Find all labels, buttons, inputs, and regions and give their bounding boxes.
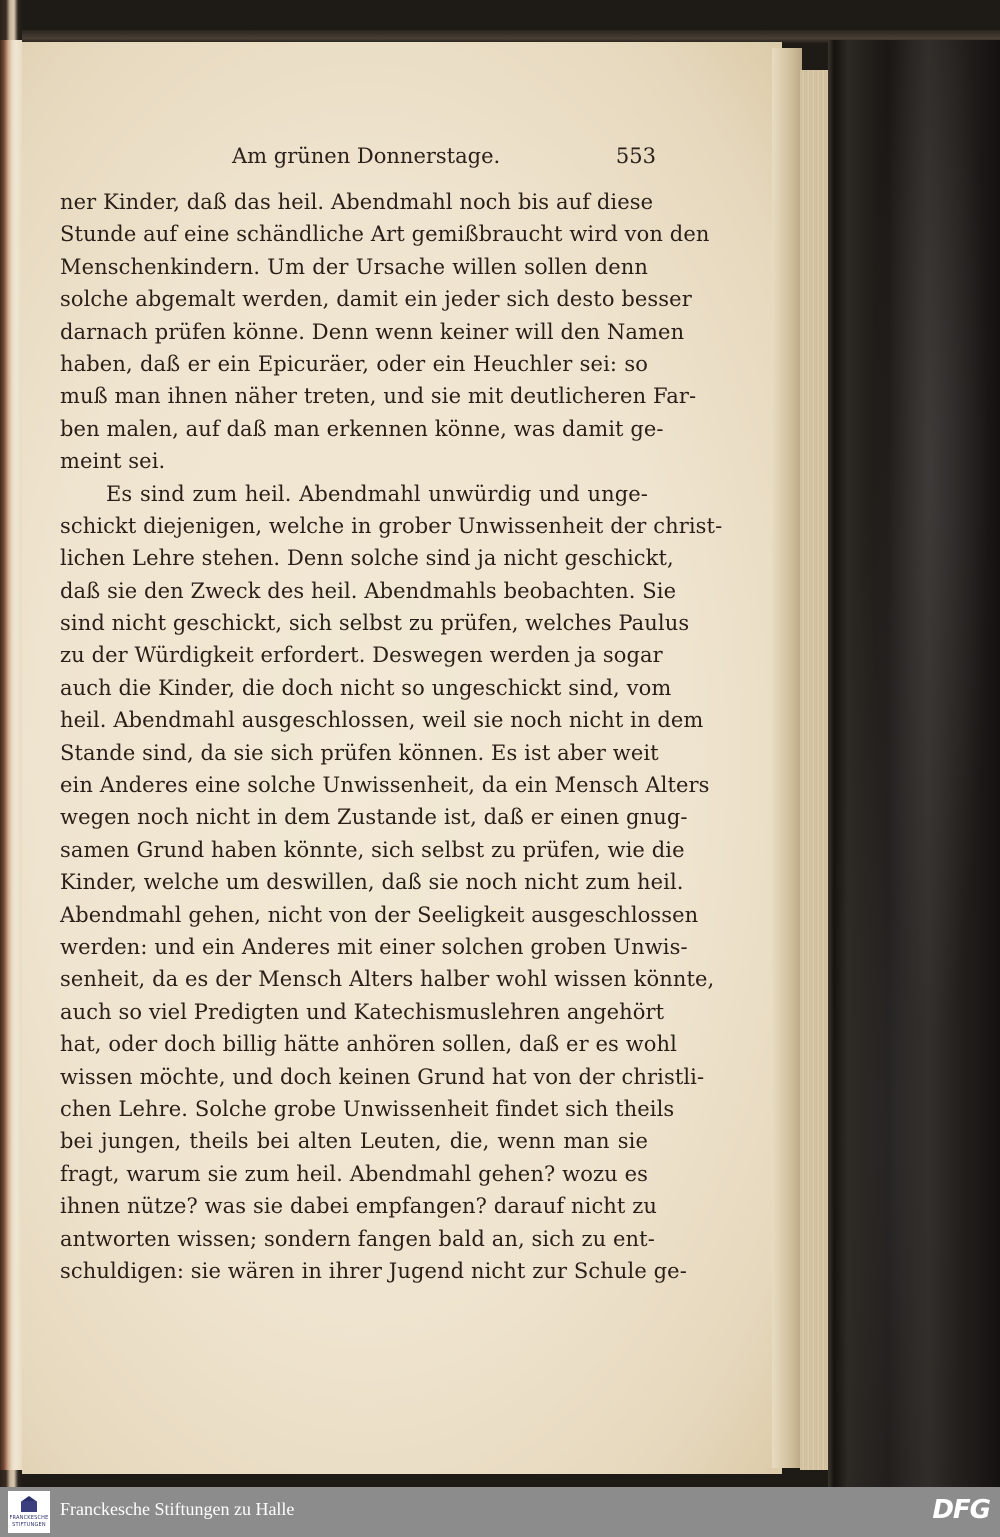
page-stack-edges: [800, 70, 830, 1470]
dfg-logo[interactable]: DFG: [932, 1495, 990, 1525]
book-cover: [828, 40, 1000, 1487]
text-line: daß sie den Zweck des heil. Abendmahls beobachten. Sie: [60, 578, 677, 603]
logo-text: FRANCKESCHE STIFTUNGEN: [9, 1515, 49, 1528]
text-line: Abendmahl gehen, nicht von der Seeligkeit ausgeschlossen: [60, 902, 699, 927]
text-line: lichen Lehre stehen. Denn solche sind ja nicht geschickt,: [60, 546, 674, 571]
text-line: Menschenkindern. Um der Ursache willen sollen denn: [60, 254, 648, 279]
text-line: zu der Würdigkeit erfordert. Deswegen werden ja sogar: [60, 643, 663, 668]
building-icon: [21, 1496, 37, 1512]
text-line: hat, oder doch billig hätte anhören sollen, daß er es wohl: [60, 1032, 677, 1057]
running-head: Am grünen Donnerstage.: [232, 144, 501, 168]
text-line: senheit, da es der Mensch Alters halber wohl wissen könnte,: [60, 967, 715, 992]
text-line: samen Grund haben könnte, sich selbst zu prüfen, wie die: [60, 837, 685, 862]
text-line: Es sind zum heil. Abendmahl unwürdig und unge-: [106, 481, 648, 506]
text-line: chen Lehre. Solche grobe Unwissenheit findet sich theils: [60, 1096, 675, 1121]
text-line: auch so viel Predigten und Katechismuslehren angehört: [60, 999, 665, 1024]
page-number: 553: [615, 144, 656, 168]
text-line: ihnen nütze? was sie dabei empfangen? darauf nicht zu: [60, 1194, 658, 1219]
page-gutter: [772, 48, 802, 1468]
text-line: heil. Abendmahl ausgeschlossen, weil sie noch nicht in dem: [60, 708, 704, 733]
body-text: [60, 186, 723, 1287]
text-line: meint sei.: [60, 449, 166, 474]
text-line: ben malen, auf daß man erkennen könne, was damit ge-: [60, 416, 664, 441]
text-line: haben, daß er ein Epicuräer, oder ein Heuchler sei: so: [60, 351, 648, 376]
text-line: Kinder, welche um deswillen, daß sie noch nicht zum heil.: [60, 870, 684, 895]
text-line: wissen möchte, und doch keinen Grund hat von der christli-: [60, 1064, 705, 1089]
left-page-edge: [0, 40, 22, 1470]
text-line: wegen noch nicht in dem Zustande ist, daß er einen gnug-: [60, 805, 688, 830]
text-line: auch die Kinder, die doch nicht so ungeschickt sind, vom: [60, 675, 672, 700]
text-line: ein Anderes eine solche Unwissenheit, da ein Mensch Alters: [60, 773, 710, 798]
institution-name: Franckesche Stiftungen zu Halle: [60, 1499, 295, 1519]
page-header: [60, 142, 656, 178]
text-line: schuldigen: sie wären in ihrer Jugend nicht zur Schule ge-: [60, 1258, 687, 1283]
viewer-footer: [0, 1487, 1000, 1537]
franckesche-logo[interactable]: [8, 1491, 50, 1533]
text-line: schickt diejenigen, welche in grober Unwissenheit der christ-: [60, 513, 723, 538]
text-line: bei jungen, theils bei alten Leuten, die, wenn man sie: [60, 1129, 648, 1154]
text-line: sind nicht geschickt, sich selbst zu prüfen, welches Paulus: [60, 611, 690, 636]
text-line: darnach prüfen könne. Denn wenn keiner will den Namen: [60, 319, 685, 344]
text-line: Stunde auf eine schändliche Art gemißbraucht wird von den: [60, 222, 710, 247]
text-line: antworten wissen; sondern fangen bald an, sich zu ent-: [60, 1226, 655, 1251]
text-line: fragt, warum sie zum heil. Abendmahl gehen? wozu es: [60, 1161, 648, 1186]
text-line: muß man ihnen näher treten, und sie mit deutlicheren Far-: [60, 384, 697, 409]
text-line: solche abgemalt werden, damit ein jeder sich desto besser: [60, 287, 692, 312]
text-line: Stande sind, da sie sich prüfen können. Es ist aber weit: [60, 740, 659, 765]
text-line: werden: und ein Anderes mit einer solchen groben Unwis-: [60, 934, 688, 959]
text-line: ner Kinder, daß das heil. Abendmahl noch bis auf diese: [60, 190, 654, 214]
